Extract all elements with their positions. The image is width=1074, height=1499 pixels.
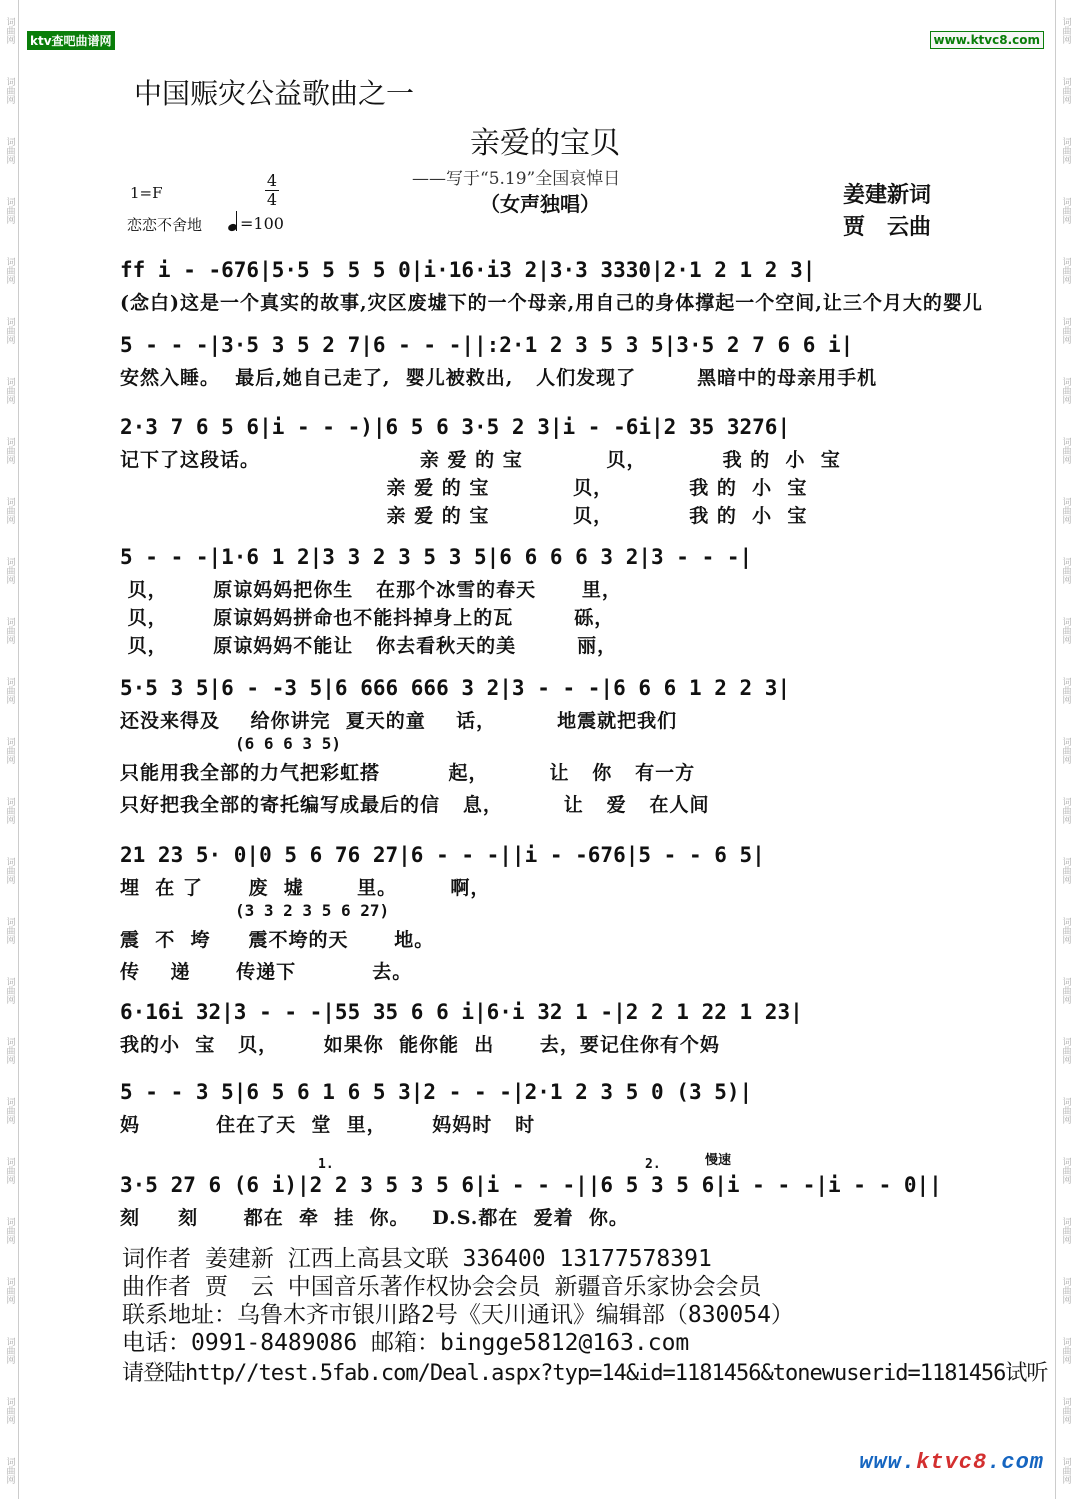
border-glyph: 词曲网	[4, 16, 15, 44]
border-glyph: 词曲网	[4, 76, 15, 104]
volta-mark: 1.	[318, 1157, 334, 1172]
lyric-line: 贝， 原谅妈妈拼命也不能抖掉身上的瓦 砾，	[120, 607, 615, 629]
lyricist-credit: 姜建新词	[843, 182, 932, 208]
border-glyph: 词曲网	[4, 856, 15, 884]
border-glyph: 词曲网	[4, 136, 15, 164]
song-subtitle: ——写于“5.19”全国哀悼日	[412, 169, 621, 189]
right-border-watermark	[1058, 0, 1072, 1499]
site-watermark-bottom[interactable]	[859, 1450, 1044, 1475]
border-glyph: 词曲网	[4, 1156, 15, 1184]
lyric-line: 记下了这段话。 亲 爱 的 宝 贝， 我 的 小 宝	[120, 449, 841, 471]
voice-type: （女声独唱）	[480, 192, 600, 216]
border-glyph: 词曲网	[4, 1456, 15, 1484]
song-title: 亲爱的宝贝	[470, 126, 620, 161]
border-glyph: 词曲网	[1060, 376, 1071, 404]
border-glyph: 词曲网	[4, 436, 15, 464]
border-glyph: 词曲网	[1060, 1156, 1071, 1184]
footer-lyricist-info: 词作者 姜建新 江西上高县文联 336400 13177578391	[122, 1246, 712, 1272]
border-glyph: 词曲网	[4, 976, 15, 1004]
border-glyph: 词曲网	[4, 196, 15, 224]
border-glyph: 词曲网	[1060, 256, 1071, 284]
right-border-line	[1055, 0, 1056, 1499]
watermark-prefix: www.	[859, 1450, 917, 1475]
border-glyph: 词曲网	[1060, 1276, 1071, 1304]
border-glyph: 词曲网	[1060, 76, 1071, 104]
lyric-line: 贝， 原谅妈妈不能让 你去看秋天的美 丽，	[120, 635, 618, 657]
meter-top: 4	[266, 171, 278, 190]
border-glyph: 词曲网	[4, 316, 15, 344]
lyric-line: 安然入睡。 最后,她自己走了, 婴儿被救出, 人们发现了 黑暗中的母亲用手机	[120, 367, 878, 389]
lyric-line: 还没来得及 给你讲完 夏天的童 话， 地震就把我们	[120, 710, 678, 732]
border-glyph: 词曲网	[4, 556, 15, 584]
left-border-watermark	[2, 0, 16, 1499]
time-signature	[265, 172, 279, 209]
border-glyph: 词曲网	[4, 1276, 15, 1304]
notation-line: 21 23 5· 0|0 5 6 76 27|6 - - -||i - -676|5 - - 6 5|	[120, 843, 765, 867]
volta-mark: 慢速	[705, 1153, 732, 1168]
border-glyph: 词曲网	[4, 916, 15, 944]
notation-line: 2·3 7 6 5 6|i - - -)|6 5 6 3·5 2 3|i - -6i|2 35 3276|	[120, 415, 791, 439]
notation-line: 6·16i 32|3 - - -|55 35 6 6 i|6·i 32 1 -|2 2 1 22 1 23|	[120, 1000, 803, 1024]
site-watermark-left[interactable]: ktv查吧曲谱网	[27, 31, 115, 50]
border-glyph: 词曲网	[1060, 1096, 1071, 1124]
border-glyph: 词曲网	[1060, 556, 1071, 584]
border-glyph: 词曲网	[1060, 1036, 1071, 1064]
notation-line: 5 - - 3 5|6 5 6 1 6 5 3|2 - - -|2·1 2 3 5 0 (3 5)|	[120, 1080, 753, 1104]
border-glyph: 词曲网	[1060, 856, 1071, 884]
meter-bottom: 4	[266, 190, 278, 209]
border-glyph: 词曲网	[1060, 16, 1071, 44]
border-glyph: 词曲网	[4, 796, 15, 824]
notation-line: 3·5 27 6 (6 i)|2 2 3 5 3 5 6|i - - -||6 5 3 5 6|i - - -|i - - 0||	[120, 1173, 942, 1197]
lyric-line: 震 不 垮 震不垮的天 地。	[120, 929, 435, 951]
notation-line: 5 - - -|3·5 3 5 2 7|6 - - -||:2·1 2 3 5 3 5|3·5 2 7 6 6 i|	[120, 333, 854, 357]
lyric-line: 亲 爱 的 宝 贝， 我 的 小 宝	[120, 505, 808, 527]
border-glyph: 词曲网	[4, 496, 15, 524]
lyric-line: 只能用我全部的力气把彩虹搭 起， 让 你 有一方	[120, 762, 696, 784]
border-glyph: 词曲网	[4, 1036, 15, 1064]
notation-line: ff i - -676|5·5 5 5 5 0|i·16·i3 2|3·3 3330|2·1 2 1 2 3|	[120, 258, 816, 282]
lyric-line: 我的小 宝 贝， 如果你 能你能 出 去，要记住你有个妈	[120, 1034, 720, 1056]
lyric-line: 刻 刻 都在 牵 挂 你。 D.S.都在 爱着 你。	[120, 1207, 629, 1229]
border-glyph: 词曲网	[1060, 1216, 1071, 1244]
border-glyph: 词曲网	[4, 676, 15, 704]
tempo-mark	[228, 211, 284, 233]
footer-composer-info: 曲作者 贾 云 中国音乐著作权协会会员 新疆音乐家协会会员	[122, 1274, 762, 1300]
notation-line: 5 - - -|1·6 1 2|3 3 2 3 5 3 5|6 6 6 6 3 2|3 - - -|	[120, 545, 753, 569]
lyric-line: 亲 爱 的 宝 贝， 我 的 小 宝	[120, 477, 808, 499]
left-border-line	[18, 0, 19, 1499]
footer-contact: 电话：0991-8489086 邮箱：bingge5812@163.com	[122, 1330, 690, 1356]
border-glyph: 词曲网	[1060, 916, 1071, 944]
volta-mark: 2.	[645, 1157, 661, 1172]
watermark-brand: ktvc8	[916, 1450, 988, 1475]
notation-line: 5·5 3 5|6 - -3 5|6 666 666 3 2|3 - - -|6 6 6 1 2 2 3|	[120, 676, 791, 700]
alt-notation: (6 6 6 3 5)	[235, 734, 341, 753]
lyric-line: 贝， 原谅妈妈把你生 在那个冰雪的春天 里，	[120, 579, 622, 601]
border-glyph: 词曲网	[4, 736, 15, 764]
lyric-line: (念白)这是一个真实的故事,灾区废墟下的一个母亲,用自己的身体撑起一个空间,让三个月大的婴儿	[120, 292, 983, 314]
border-glyph: 词曲网	[1060, 1396, 1071, 1424]
lyric-line: 妈 住在了天 堂 里， 妈妈时 时	[120, 1114, 536, 1136]
border-glyph: 词曲网	[1060, 496, 1071, 524]
watermark-suffix: .com	[987, 1450, 1044, 1475]
border-glyph: 词曲网	[4, 376, 15, 404]
site-watermark-right[interactable]: www.ktvc8.com	[930, 31, 1044, 49]
key-signature: 1=F	[130, 184, 163, 202]
border-glyph: 词曲网	[4, 256, 15, 284]
border-glyph: 词曲网	[1060, 1456, 1071, 1484]
border-glyph: 词曲网	[1060, 676, 1071, 704]
expression-mark: 恋恋不舍地	[127, 216, 203, 234]
border-glyph: 词曲网	[1060, 736, 1071, 764]
border-glyph: 词曲网	[1060, 316, 1071, 344]
border-glyph: 词曲网	[1060, 976, 1071, 1004]
footer-address: 联系地址：乌鲁木齐市银川路2号《天川通讯》编辑部（830054）	[122, 1302, 794, 1328]
border-glyph: 词曲网	[4, 1396, 15, 1424]
lyric-line: 埋 在 了 废 墟 里。 啊，	[120, 877, 491, 899]
lyric-line: 传 递 传递下 去。	[120, 961, 413, 983]
lyric-line: 只好把我全部的寄托编写成最后的信 息， 让 爱 在人间	[120, 794, 710, 816]
tempo-value: =100	[240, 214, 284, 233]
border-glyph: 词曲网	[1060, 196, 1071, 224]
alt-notation: (3 3 2 3 5 6 27)	[235, 901, 390, 920]
border-glyph: 词曲网	[1060, 136, 1071, 164]
series-title: 中国赈灾公益歌曲之一	[134, 77, 415, 110]
border-glyph: 词曲网	[1060, 436, 1071, 464]
border-glyph: 词曲网	[4, 1096, 15, 1124]
border-glyph: 词曲网	[1060, 796, 1071, 824]
border-glyph: 词曲网	[4, 1336, 15, 1364]
border-glyph: 词曲网	[1060, 1336, 1071, 1364]
border-glyph: 词曲网	[4, 616, 15, 644]
footer-listen-link[interactable]: 请登陆http//test.5fab.com/Deal.aspx?typ=14&id=1181456&tonewuserid=1181456试听	[122, 1361, 1048, 1386]
border-glyph: 词曲网	[4, 1216, 15, 1244]
composer-credit: 贾 云曲	[843, 214, 932, 240]
border-glyph: 词曲网	[1060, 616, 1071, 644]
